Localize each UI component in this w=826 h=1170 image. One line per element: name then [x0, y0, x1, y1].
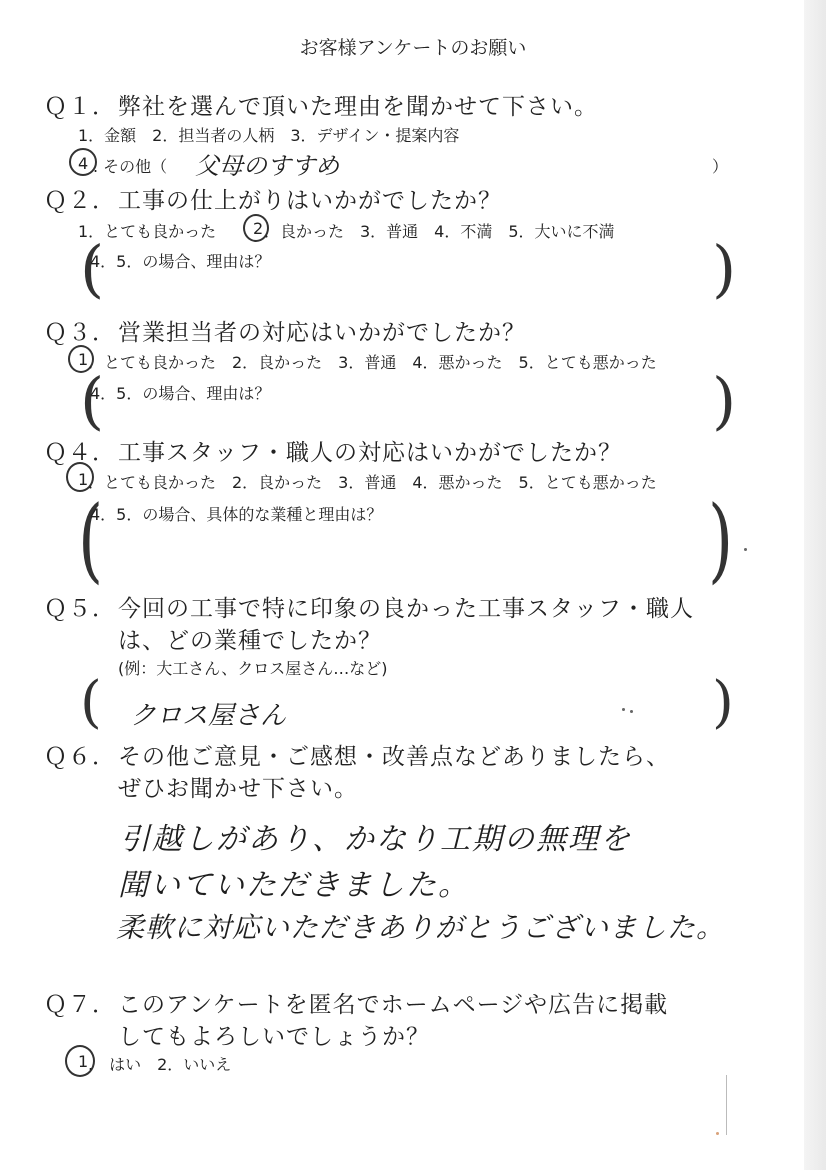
question-2-label: Ｑ２． [44, 188, 116, 214]
question-6-handwritten-line-3: 柔軟に対応いただきありがとうございました。 [116, 911, 726, 944]
question-2-text: 工事の仕上がりはいかがでしたか？ [118, 188, 502, 214]
question-2-option-2-number: 2 [253, 219, 264, 238]
question-3-reason-prompt: 4．5．の場合、理由は？ [90, 384, 271, 403]
scan-speck [716, 1132, 719, 1135]
question-1-label: Ｑ１． [44, 94, 116, 120]
question-4-option-1-number: 1 [78, 470, 89, 489]
question-5-example: (例：大工さん、クロス屋さん…など) [118, 659, 388, 678]
question-3-label: Ｑ３． [44, 320, 116, 346]
question-5-handwritten-answer: クロス屋さん [130, 701, 287, 731]
question-4-close-bracket: ) [708, 486, 734, 593]
scan-speck [622, 708, 625, 711]
question-1-other-close: ） [712, 157, 729, 176]
scan-edge-shadow [804, 0, 826, 1170]
question-5-text-line-1: 今回の工事で特に印象の良かった工事スタッフ・職人 [118, 596, 694, 622]
question-7-options: . はい 2．いいえ [88, 1055, 232, 1074]
question-7-option-1-number: 1 [78, 1052, 89, 1071]
scan-speck [630, 710, 633, 713]
question-3-open-bracket: ( [80, 364, 105, 437]
question-5-text-line-2: は、どの業種でしたか？ [118, 628, 382, 654]
question-4-text: 工事スタッフ・職人の対応はいかがでしたか？ [118, 440, 622, 466]
question-6-label: Ｑ６． [44, 744, 116, 770]
question-5-open-bracket: ( [80, 670, 102, 735]
question-5-label: Ｑ５． [44, 596, 116, 622]
question-7-text-line-1: このアンケートを匿名でホームページや広告に掲載 [118, 992, 669, 1018]
question-6-text-line-1: その他ご意見・ご感想・改善点などありましたら、 [118, 744, 670, 770]
question-7-label: Ｑ７． [44, 992, 116, 1018]
question-2-reason-prompt: 4．5．の場合、理由は？ [90, 252, 271, 271]
question-1-option-4-number: 4 [78, 154, 89, 173]
question-4-label: Ｑ４． [44, 440, 116, 466]
scan-line [726, 1075, 727, 1135]
question-6-text-line-2: ぜひお聞かせ下さい。 [118, 776, 358, 802]
question-4-options: ．とても良かった 2．良かった 3．普通 4．悪かった 5．とても悪かった [88, 473, 657, 492]
question-3-option-1-number: 1 [78, 350, 89, 369]
question-2-option-1: 1．とても良かった [78, 222, 217, 241]
question-1-handwritten-answer: 父母のすすめ [195, 152, 340, 180]
question-7-text-line-2: してもよろしいでしょうか？ [118, 1024, 430, 1050]
scan-speck [744, 548, 747, 551]
question-4-reason-prompt: 4．5．の場合、具体的な業種と理由は？ [90, 505, 383, 524]
question-6-handwritten-line-1: 引越しがあり、かなり工期の無理を [120, 822, 632, 857]
question-4-open-bracket: ( [78, 486, 104, 593]
question-3-options: ．とても良かった 2．良かった 3．普通 4．悪かった 5．とても悪かった [88, 353, 657, 372]
survey-title: お客様アンケートのお願い [299, 37, 527, 59]
question-2-close-bracket: ) [712, 232, 737, 305]
question-1-options: 1．金額 2．担当者の人柄 3．デザイン・提案内容 [78, 126, 460, 145]
question-1-other-label: . その他（ [93, 157, 168, 176]
question-6-handwritten-line-2: 聞いていただきました。 [118, 868, 470, 903]
question-3-text: 営業担当者の対応はいかがでしたか？ [118, 320, 526, 346]
question-2-open-bracket: ( [80, 232, 105, 305]
question-2-options-rest: ．良かった 3．普通 4．不満 5．大いに不満 [264, 222, 615, 241]
question-1-text: 弊社を選んで頂いた理由を聞かせて下さい。 [118, 94, 598, 120]
question-3-close-bracket: ) [712, 364, 737, 437]
question-5-close-bracket: ) [712, 670, 734, 735]
